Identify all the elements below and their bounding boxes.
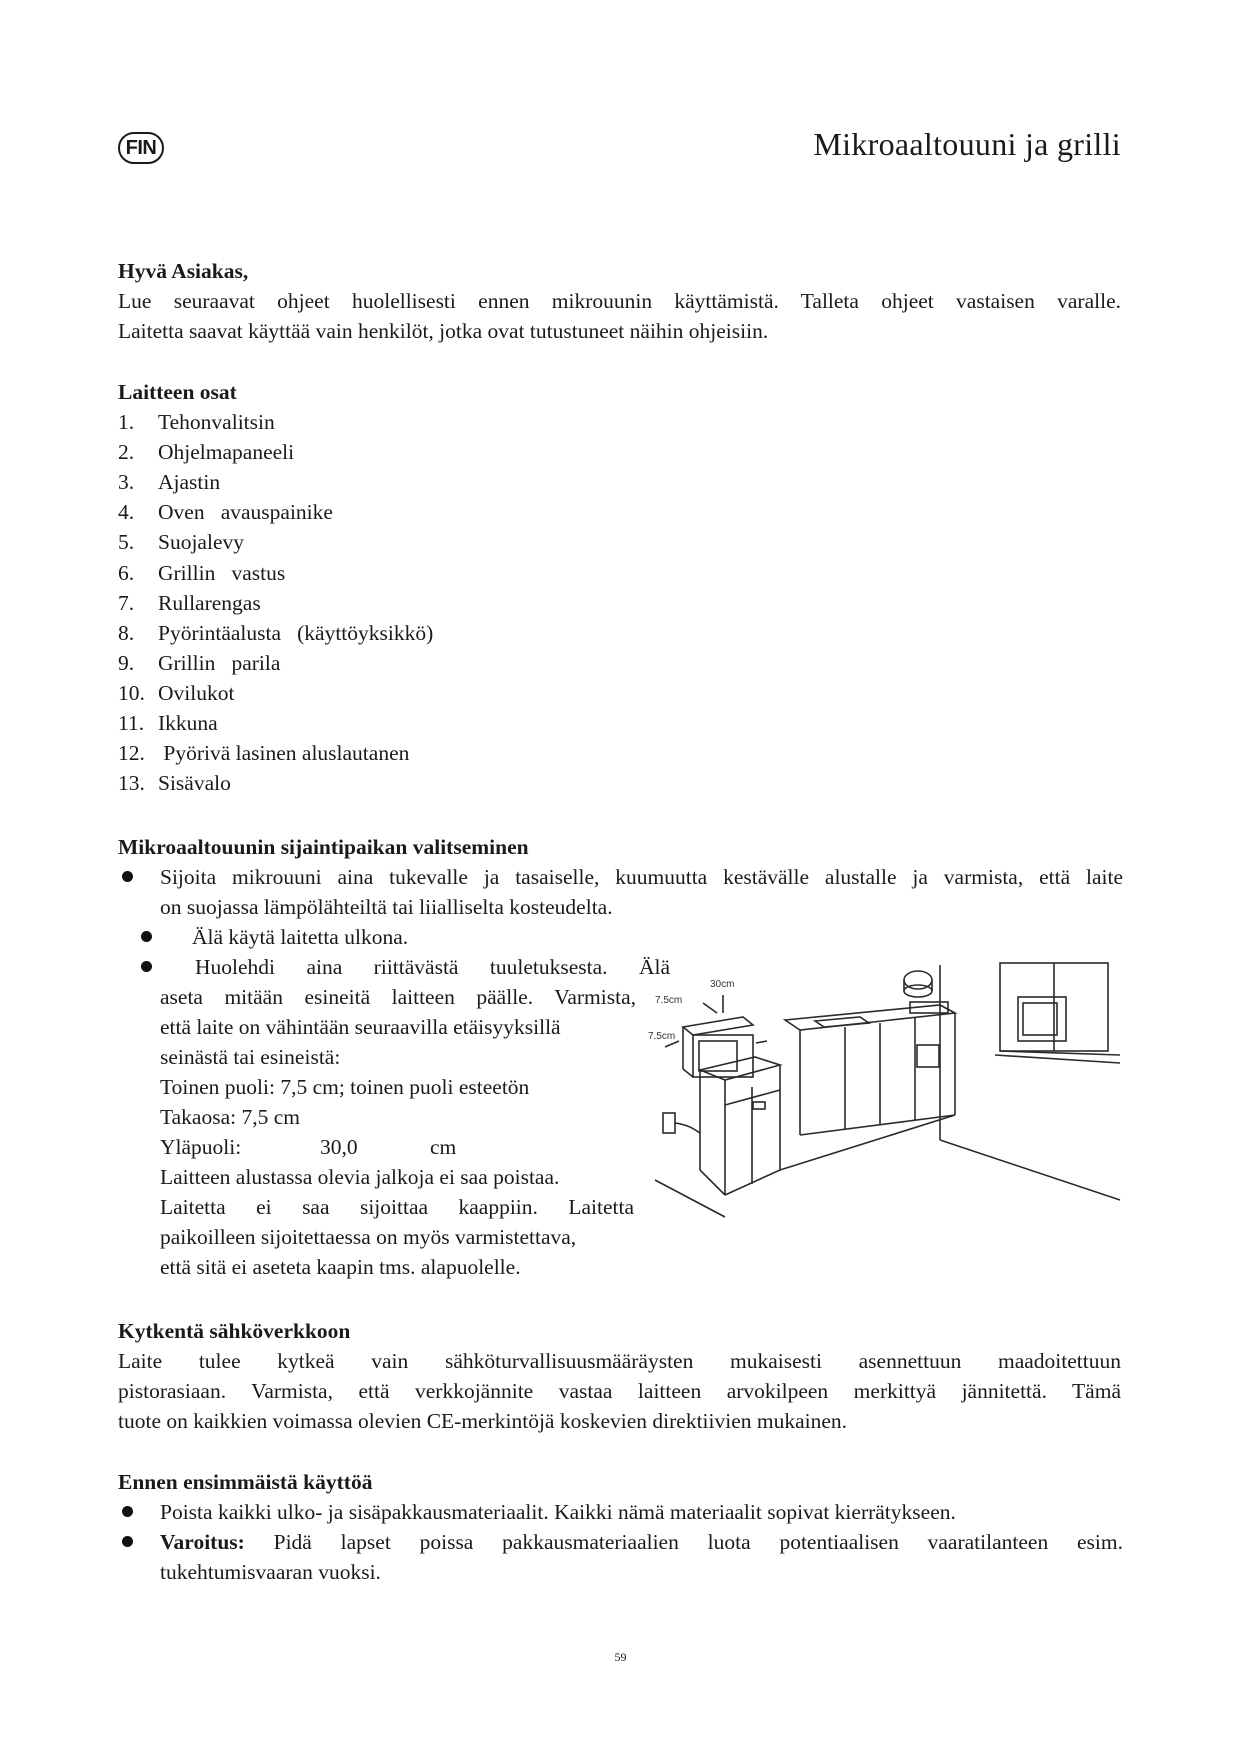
parts-list-item — [118, 527, 244, 557]
parts-item-number: 1. — [118, 410, 135, 434]
placement-bullet-2: Älä käytä laitetta ulkona. — [192, 925, 409, 949]
parts-list-item — [118, 467, 220, 497]
page-title: Mikroaaltouuni ja grilli — [813, 126, 1121, 162]
parts-item-label: Pyörintäalusta (käyttöyksikkö) — [158, 620, 434, 645]
distance-back: Takaosa: 7,5 cm — [160, 1105, 300, 1129]
placement-bullet-3-line-4: seinästä tai esineistä: — [160, 1045, 341, 1069]
placement-bullet-3-line-1: Huolehdi aina riittävästä tuuletuksesta. Älä — [195, 955, 670, 979]
bullet-icon — [122, 1536, 133, 1547]
parts-item-label: Grillin parila — [158, 650, 281, 675]
back-distance-label: 7.5cm — [655, 995, 683, 1006]
parts-item-number: 6. — [118, 560, 135, 585]
first-use-bullet-1: Poista kaikki ulko- ja sisäpakkausmateriaalit. Kaikki nämä materiaalit sopivat kierrätykseen. — [160, 1500, 956, 1524]
top-distance-label: 30cm — [710, 979, 735, 990]
parts-item-label: Pyörivä lasinen aluslautanen — [158, 741, 410, 766]
parts-item-label: Ajastin — [158, 470, 221, 495]
feet-line-4: että sitä ei aseteta kaapin tms. alapuolelle. — [160, 1255, 521, 1279]
placement-bullet-1-line-1: Sijoita mikrouuni aina tukevalle ja tasaiselle, kuumuutta kestävälle alustalle ja varmista, että laite — [160, 865, 1123, 889]
parts-item-label: Tehonvalitsin — [158, 410, 275, 434]
parts-item-label: Rullarengas — [158, 590, 261, 615]
parts-list-item — [118, 618, 433, 648]
parts-item-label: Sisävalo — [158, 771, 231, 796]
parts-item-number: 13. — [118, 771, 145, 796]
parts-item-number: 3. — [118, 470, 135, 495]
parts-list-item — [118, 588, 261, 618]
connection-line-3: tuote on kaikkien voimassa olevien CE-merkintöjä koskevien direktiivien mukainen. — [118, 1409, 848, 1433]
parts-list-item — [118, 768, 231, 798]
parts-item-number: 7. — [118, 590, 135, 615]
placement-bullet-3-line-2: aseta mitään esineitä laitteen päälle. Varmista, — [160, 985, 636, 1009]
language-badge: FIN — [118, 132, 164, 164]
parts-item-number: 9. — [118, 650, 135, 675]
placement-heading: Mikroaaltouunin sijaintipaikan valitseminen — [118, 835, 529, 859]
distance-top-unit: cm — [430, 1135, 457, 1159]
feet-line-2: Laitetta ei saa sijoittaa kaappiin. Laitetta — [160, 1195, 634, 1219]
parts-list-item — [118, 407, 275, 437]
parts-item-number: 12. — [118, 741, 145, 766]
parts-item-label: Oven avauspainike — [158, 500, 333, 525]
connection-line-1: Laite tulee kytkeä vain sähköturvallisuusmääräysten mukaisesti asennettuun maadoitettuun — [118, 1349, 1121, 1373]
parts-item-label: Ovilukot — [158, 680, 235, 705]
bullet-icon — [141, 931, 152, 942]
placement-bullet-3-line-3: että laite on vähintään seuraavilla etäisyyksillä — [160, 1015, 561, 1039]
placement-bullet-1-line-2: on suojassa lämpölähteiltä tai liialliselta kosteudelta. — [160, 895, 613, 919]
greeting-heading: Hyvä Asiakas, — [118, 259, 249, 283]
warning-line-2: tukehtumisvaaran vuoksi. — [160, 1560, 381, 1584]
parts-item-number: 2. — [118, 440, 135, 465]
warning-line-1 — [160, 1527, 1123, 1557]
feet-line-1: Laitteen alustassa olevia jalkoja ei saa poistaa. — [160, 1165, 560, 1189]
warning-text: Pidä lapset poissa pakkausmateriaalien luota potentiaalisen vaaratilanteen esim. — [244, 1530, 1123, 1554]
warning-label: Varoitus: — [160, 1530, 245, 1554]
bullet-icon — [141, 961, 152, 972]
parts-item-number: 4. — [118, 500, 135, 525]
feet-line-3: paikoilleen sijoitettaessa on myös varmistettava, — [160, 1225, 577, 1249]
parts-item-label: Ikkuna — [158, 711, 218, 735]
connection-line-2: pistorasiaan. Varmista, että verkkojännite vastaa laitteen arvokilpeen merkittyä jännitettä. Tämä — [118, 1379, 1121, 1403]
page-number: 59 — [614, 1650, 627, 1664]
greeting-line-1: Lue seuraavat ohjeet huolellisesti ennen mikrouunin käyttämistä. Talleta ohjeet vastaisen varalle. — [118, 289, 1121, 313]
kitchen-placement-illustration — [648, 955, 1125, 1245]
parts-item-label: Suojalevy — [158, 530, 244, 555]
parts-item-number: 5. — [118, 530, 135, 555]
bullet-icon — [122, 1506, 133, 1517]
connection-heading: Kytkentä sähköverkkoon — [118, 1319, 351, 1343]
parts-item-label: Grillin vastus — [158, 560, 286, 585]
parts-list-item — [118, 648, 280, 678]
distance-top-label: Yläpuoli: — [160, 1135, 242, 1159]
parts-list-item — [118, 738, 409, 768]
parts-list-item — [118, 558, 285, 588]
side-distance-label: 7.5cm — [648, 1031, 676, 1042]
parts-list-item — [118, 708, 218, 738]
first-use-heading: Ennen ensimmäistä käyttöä — [118, 1470, 373, 1494]
parts-list-item — [118, 437, 294, 467]
parts-heading: Laitteen osat — [118, 380, 237, 404]
distance-side: Toinen puoli: 7,5 cm; toinen puoli esteetön — [160, 1075, 530, 1099]
parts-list-item — [118, 678, 234, 708]
parts-list-item — [118, 497, 333, 527]
greeting-line-2: Laitetta saavat käyttää vain henkilöt, jotka ovat tutustuneet näihin ohjeisiin. — [118, 319, 769, 343]
parts-item-number: 11. — [118, 711, 145, 735]
distance-top-value: 30,0 — [320, 1135, 358, 1159]
parts-item-number: 8. — [118, 620, 135, 645]
parts-item-number: 10. — [118, 680, 145, 705]
parts-item-label: Ohjelmapaneeli — [158, 440, 295, 465]
bullet-icon — [122, 871, 133, 882]
